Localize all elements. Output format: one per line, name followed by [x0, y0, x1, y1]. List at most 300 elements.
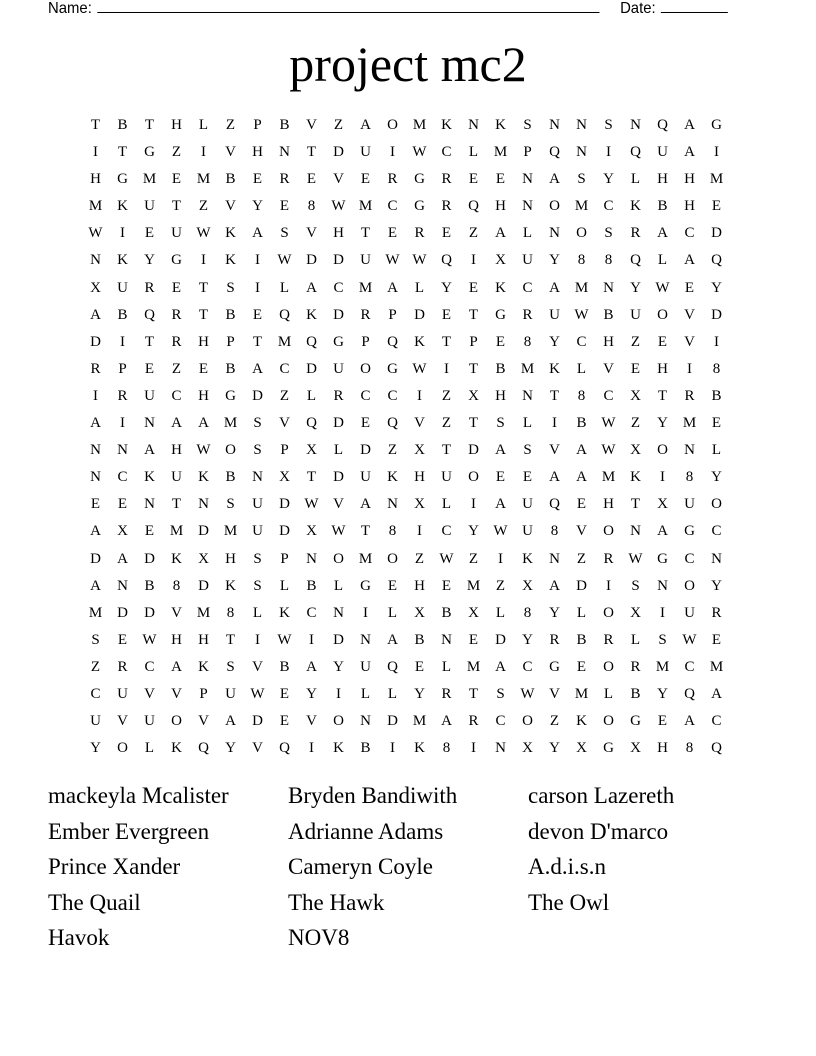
- grid-cell: R: [333, 387, 344, 404]
- grid-cell: U: [630, 306, 641, 323]
- grid-cell: D: [279, 523, 290, 540]
- grid-cell: E: [657, 713, 668, 730]
- grid-cell: D: [198, 577, 209, 594]
- grid-cell: M: [412, 713, 427, 730]
- grid-cell: T: [306, 144, 317, 161]
- grid-cell: E: [414, 658, 425, 675]
- grid-cell: 8: [523, 604, 532, 621]
- grid-cell: G: [549, 658, 560, 675]
- grid-cell: E: [171, 279, 182, 296]
- grid-cell: R: [684, 387, 695, 404]
- grid-cell: Z: [279, 387, 290, 404]
- grid-cell: M: [358, 550, 373, 567]
- grid-cell: 8: [604, 252, 613, 269]
- grid-cell: I: [120, 225, 125, 242]
- grid-cell: X: [630, 740, 641, 757]
- grid-cell: L: [441, 658, 452, 675]
- grid-cell: D: [360, 442, 371, 459]
- grid-cell: A: [549, 279, 560, 296]
- grid-cell: I: [309, 631, 314, 648]
- grid-cell: K: [522, 550, 533, 567]
- grid-cell: A: [90, 577, 101, 594]
- grid-cell: O: [171, 713, 182, 730]
- grid-cell: V: [144, 685, 155, 702]
- grid-cell: Q: [711, 740, 722, 757]
- grid-cell: L: [306, 387, 317, 404]
- grid-cell: A: [495, 496, 506, 513]
- grid-cell: W: [682, 631, 697, 648]
- grid-cell: M: [574, 685, 589, 702]
- grid-cell: V: [576, 523, 587, 540]
- grid-cell: A: [684, 117, 695, 133]
- grid-cell: B: [711, 387, 722, 404]
- grid-cell: Z: [90, 658, 101, 675]
- grid-cell: C: [603, 387, 614, 404]
- grid-cell: R: [630, 658, 641, 675]
- grid-cell: I: [309, 740, 314, 757]
- grid-cell: D: [90, 550, 101, 567]
- grid-cell: H: [252, 144, 263, 161]
- grid-cell: D: [306, 360, 317, 377]
- grid-cell: A: [387, 279, 398, 296]
- grid-cell: T: [144, 117, 155, 133]
- grid-cell: P: [523, 144, 532, 161]
- grid-cell: G: [603, 740, 614, 757]
- grid-cell: A: [144, 442, 155, 459]
- grid-cell: P: [253, 117, 262, 133]
- grid-cell: W: [304, 496, 319, 513]
- grid-cell: U: [549, 306, 560, 323]
- grid-cell: X: [117, 523, 128, 540]
- grid-cell: A: [684, 713, 695, 730]
- grid-cell: K: [495, 117, 506, 133]
- grid-cell: D: [576, 577, 587, 594]
- grid-cell: I: [471, 496, 476, 513]
- grid-cell: H: [225, 550, 236, 567]
- grid-cell: I: [687, 360, 692, 377]
- grid-cell: K: [198, 658, 209, 675]
- grid-cell: B: [225, 469, 236, 486]
- grid-cell: L: [522, 415, 533, 432]
- grid-cell: I: [336, 685, 341, 702]
- grid-cell: V: [306, 225, 317, 242]
- grid-cell: A: [306, 658, 317, 675]
- grid-cell: B: [117, 306, 128, 323]
- grid-cell: G: [630, 713, 641, 730]
- grid-cell: V: [549, 685, 560, 702]
- grid-cell: P: [280, 550, 289, 567]
- grid-cell: C: [279, 360, 290, 377]
- grid-cell: K: [225, 252, 236, 269]
- grid-cell: E: [387, 225, 398, 242]
- grid-cell: 8: [577, 252, 586, 269]
- grid-cell: O: [468, 469, 479, 486]
- grid-cell: S: [604, 117, 613, 133]
- grid-cell: P: [280, 442, 289, 459]
- grid-cell: N: [495, 740, 506, 757]
- grid-cell: K: [171, 550, 182, 567]
- grid-cell: L: [279, 279, 290, 296]
- grid-cell: G: [414, 171, 425, 188]
- name-blank-line[interactable]: [97, 0, 599, 13]
- date-blank-line[interactable]: [661, 0, 728, 13]
- grid-cell: I: [363, 604, 368, 621]
- grid-cell: E: [360, 171, 371, 188]
- grid-cell: U: [360, 658, 371, 675]
- grid-cell: N: [306, 550, 317, 567]
- grid-cell: K: [576, 713, 587, 730]
- grid-cell: I: [714, 333, 719, 350]
- grid-cell: L: [279, 577, 290, 594]
- grid-cell: H: [495, 198, 506, 215]
- grid-cell: K: [495, 279, 506, 296]
- grid-cell: L: [144, 740, 155, 757]
- grid-cell: S: [631, 577, 640, 594]
- grid-cell: M: [601, 469, 616, 486]
- grid-cell: Q: [387, 415, 398, 432]
- grid-cell: A: [441, 713, 452, 730]
- word-list-item: Ember Evergreen: [48, 818, 210, 844]
- grid-cell: R: [117, 387, 128, 404]
- grid-cell: E: [495, 333, 506, 350]
- grid-cell: L: [603, 685, 614, 702]
- grid-cell: R: [468, 713, 479, 730]
- grid-cell: U: [171, 225, 182, 242]
- grid-cell: W: [520, 685, 535, 702]
- word-list-item: devon D'marco: [528, 818, 669, 844]
- grid-cell: E: [171, 171, 182, 188]
- grid-cell: X: [90, 279, 101, 296]
- grid-cell: N: [657, 577, 668, 594]
- grid-cell: W: [196, 225, 211, 242]
- grid-cell: C: [441, 144, 452, 161]
- grid-cell: U: [225, 685, 236, 702]
- grid-cell: O: [603, 713, 614, 730]
- grid-cell: E: [252, 171, 263, 188]
- grid-cell: U: [90, 713, 101, 730]
- grid-cell: S: [253, 442, 262, 459]
- grid-cell: S: [496, 415, 505, 432]
- grid-cell: T: [468, 415, 479, 432]
- grid-cell: T: [441, 442, 452, 459]
- grid-cell: W: [196, 442, 211, 459]
- grid-cell: V: [306, 117, 317, 133]
- grid-cell: A: [252, 225, 263, 242]
- name-date-header: [48, 0, 699, 19]
- grid-cell: H: [198, 387, 209, 404]
- grid-cell: R: [441, 685, 452, 702]
- grid-cell: U: [441, 469, 452, 486]
- grid-cell: Z: [468, 225, 479, 242]
- grid-cell: M: [466, 658, 481, 675]
- grid-cell: N: [117, 442, 128, 459]
- word-list-item: The Owl: [528, 889, 610, 915]
- grid-cell: K: [225, 225, 236, 242]
- grid-cell: L: [333, 442, 344, 459]
- grid-cell: C: [333, 279, 344, 296]
- grid-cell: X: [630, 387, 641, 404]
- grid-cell: C: [117, 469, 128, 486]
- grid-cell: M: [493, 144, 508, 161]
- grid-cell: X: [522, 740, 533, 757]
- grid-cell: 8: [442, 740, 451, 757]
- grid-cell: Z: [630, 333, 641, 350]
- grid-cell: M: [655, 658, 670, 675]
- grid-cell: 8: [550, 523, 559, 540]
- grid-cell: V: [549, 442, 560, 459]
- grid-cell: R: [171, 333, 182, 350]
- grid-cell: Y: [306, 685, 317, 702]
- grid-cell: V: [252, 740, 263, 757]
- grid-cell: N: [549, 117, 560, 133]
- grid-cell: N: [144, 496, 155, 513]
- grid-cell: L: [468, 144, 479, 161]
- grid-cell: D: [333, 306, 344, 323]
- grid-cell: Z: [441, 387, 452, 404]
- grid-cell: U: [333, 360, 344, 377]
- grid-cell: X: [414, 442, 425, 459]
- grid-cell: N: [630, 523, 641, 540]
- grid-cell: M: [169, 523, 184, 540]
- grid-cell: V: [684, 306, 695, 323]
- grid-cell: C: [90, 685, 101, 702]
- grid-cell: W: [412, 252, 427, 269]
- grid-cell: X: [414, 604, 425, 621]
- grid-cell: M: [466, 577, 481, 594]
- grid-cell: E: [711, 198, 722, 215]
- grid-cell: C: [495, 713, 506, 730]
- grid-cell: C: [441, 523, 452, 540]
- grid-cell: E: [495, 469, 506, 486]
- grid-cell: A: [549, 577, 560, 594]
- grid-cell: P: [361, 333, 370, 350]
- grid-cell: A: [549, 171, 560, 188]
- grid-cell: G: [684, 523, 695, 540]
- grid-cell: C: [522, 279, 533, 296]
- grid-cell: A: [360, 117, 371, 133]
- grid-cell: D: [711, 306, 722, 323]
- grid-cell: H: [495, 387, 506, 404]
- grid-cell: G: [144, 144, 155, 161]
- grid-cell: A: [252, 360, 263, 377]
- grid-cell: T: [441, 333, 452, 350]
- grid-cell: K: [117, 198, 128, 215]
- grid-cell: S: [253, 550, 262, 567]
- grid-cell: T: [198, 306, 209, 323]
- grid-cell: E: [279, 685, 290, 702]
- grid-cell: X: [198, 550, 209, 567]
- grid-cell: 8: [685, 740, 694, 757]
- grid-cell: H: [684, 171, 695, 188]
- grid-cell: H: [414, 469, 425, 486]
- grid-cell: W: [385, 252, 400, 269]
- grid-cell: Z: [414, 550, 425, 567]
- grid-cell: E: [711, 415, 722, 432]
- grid-cell: A: [387, 631, 398, 648]
- grid-cell: M: [142, 171, 157, 188]
- grid-cell: E: [495, 171, 506, 188]
- grid-cell: Q: [279, 740, 290, 757]
- grid-cell: Z: [198, 198, 209, 215]
- grid-cell: S: [91, 631, 100, 648]
- grid-cell: L: [630, 171, 641, 188]
- grid-cell: E: [144, 523, 155, 540]
- grid-cell: M: [520, 360, 535, 377]
- grid-cell: D: [495, 631, 506, 648]
- grid-cell: I: [120, 415, 125, 432]
- grid-cell: P: [199, 685, 208, 702]
- grid-cell: K: [387, 469, 398, 486]
- grid-cell: Y: [468, 523, 479, 540]
- grid-cell: K: [171, 740, 182, 757]
- grid-cell: P: [118, 360, 127, 377]
- grid-cell: K: [630, 469, 641, 486]
- grid-cell: M: [682, 415, 697, 432]
- grid-cell: Y: [549, 333, 560, 350]
- grid-cell: G: [333, 333, 344, 350]
- grid-cell: E: [360, 415, 371, 432]
- grid-cell: Y: [657, 685, 668, 702]
- grid-cell: Z: [630, 415, 641, 432]
- grid-cell: V: [252, 658, 263, 675]
- grid-cell: U: [684, 604, 695, 621]
- word-list-item: A.d.i.s.n: [528, 854, 606, 880]
- grid-cell: I: [498, 550, 503, 567]
- grid-cell: L: [387, 604, 398, 621]
- grid-cell: L: [711, 442, 722, 459]
- grid-cell: K: [333, 740, 344, 757]
- grid-cell: I: [660, 604, 665, 621]
- grid-cell: C: [684, 550, 695, 567]
- grid-cell: W: [601, 415, 616, 432]
- grid-cell: G: [225, 387, 236, 404]
- grid-cell: M: [574, 198, 589, 215]
- grid-cell: T: [90, 117, 101, 133]
- grid-cell: K: [117, 252, 128, 269]
- grid-cell: M: [223, 415, 238, 432]
- grid-cell: E: [252, 306, 263, 323]
- grid-cell: S: [226, 496, 235, 513]
- grid-cell: A: [684, 252, 695, 269]
- grid-cell: C: [522, 658, 533, 675]
- grid-cell: E: [117, 496, 128, 513]
- grid-cell: N: [333, 604, 344, 621]
- word-list-item: mackeyla Mcalister: [48, 783, 229, 808]
- grid-cell: T: [468, 685, 479, 702]
- grid-cell: T: [360, 523, 371, 540]
- grid-cell: A: [711, 685, 722, 702]
- grid-cell: Q: [657, 117, 668, 133]
- word-list: [48, 780, 768, 958]
- grid-cell: D: [117, 604, 128, 621]
- grid-cell: B: [144, 577, 155, 594]
- grid-cell: X: [279, 469, 290, 486]
- grid-cell: Q: [630, 252, 641, 269]
- grid-cell: V: [684, 333, 695, 350]
- grid-cell: I: [714, 144, 719, 161]
- grid-cell: X: [630, 442, 641, 459]
- grid-cell: Y: [603, 171, 614, 188]
- grid-cell: H: [684, 198, 695, 215]
- grid-cell: L: [522, 225, 533, 242]
- grid-cell: D: [279, 496, 290, 513]
- grid-cell: U: [360, 469, 371, 486]
- grid-cell: L: [576, 604, 587, 621]
- grid-cell: Z: [333, 117, 344, 133]
- grid-cell: A: [117, 550, 128, 567]
- grid-cell: W: [331, 523, 346, 540]
- grid-cell: C: [360, 387, 371, 404]
- grid-cell: W: [277, 631, 292, 648]
- grid-cell: D: [90, 333, 101, 350]
- grid-cell: N: [522, 387, 533, 404]
- grid-cell: R: [279, 171, 290, 188]
- grid-cell: Z: [171, 360, 182, 377]
- grid-cell: R: [441, 171, 452, 188]
- grid-cell: G: [495, 306, 506, 323]
- grid-cell: K: [198, 469, 209, 486]
- grid-cell: E: [279, 713, 290, 730]
- name-label: Name:: [48, 0, 92, 17]
- grid-cell: R: [522, 306, 533, 323]
- grid-cell: Q: [306, 333, 317, 350]
- grid-cell: Z: [468, 550, 479, 567]
- grid-cell: A: [171, 415, 182, 432]
- grid-cell: A: [90, 415, 101, 432]
- grid-cell: A: [576, 469, 587, 486]
- grid-cell: U: [144, 387, 155, 404]
- grid-cell: D: [468, 442, 479, 459]
- grid-cell: X: [495, 252, 506, 269]
- puzzle-title: project mc2: [289, 36, 527, 92]
- grid-cell: H: [171, 631, 182, 648]
- grid-cell: O: [225, 442, 236, 459]
- grid-cell: M: [88, 198, 103, 215]
- grid-cell: B: [360, 740, 371, 757]
- grid-cell: E: [576, 658, 587, 675]
- grid-cell: B: [306, 577, 317, 594]
- grid-cell: K: [144, 469, 155, 486]
- grid-cell: Y: [711, 469, 722, 486]
- grid-cell: 8: [685, 469, 694, 486]
- grid-cell: A: [549, 469, 560, 486]
- grid-cell: N: [360, 713, 371, 730]
- grid-cell: A: [495, 225, 506, 242]
- grid-cell: S: [523, 117, 532, 133]
- grid-cell: I: [93, 144, 98, 161]
- grid-cell: N: [198, 496, 209, 513]
- grid-cell: N: [522, 171, 533, 188]
- grid-cell: S: [577, 171, 586, 188]
- grid-cell: 8: [172, 577, 181, 594]
- grid-cell: M: [709, 658, 724, 675]
- grid-cell: Y: [657, 415, 668, 432]
- grid-cell: O: [387, 117, 398, 133]
- grid-cell: K: [549, 360, 560, 377]
- grid-cell: O: [387, 550, 398, 567]
- grid-cell: L: [495, 604, 506, 621]
- grid-cell: M: [358, 279, 373, 296]
- grid-cell: U: [522, 252, 533, 269]
- grid-cell: I: [255, 279, 260, 296]
- grid-cell: L: [657, 252, 668, 269]
- grid-cell: H: [198, 631, 209, 648]
- grid-cell: U: [684, 496, 695, 513]
- grid-cell: O: [360, 360, 371, 377]
- grid-cell: D: [252, 387, 263, 404]
- grid-cell: E: [522, 469, 533, 486]
- grid-cell: I: [201, 252, 206, 269]
